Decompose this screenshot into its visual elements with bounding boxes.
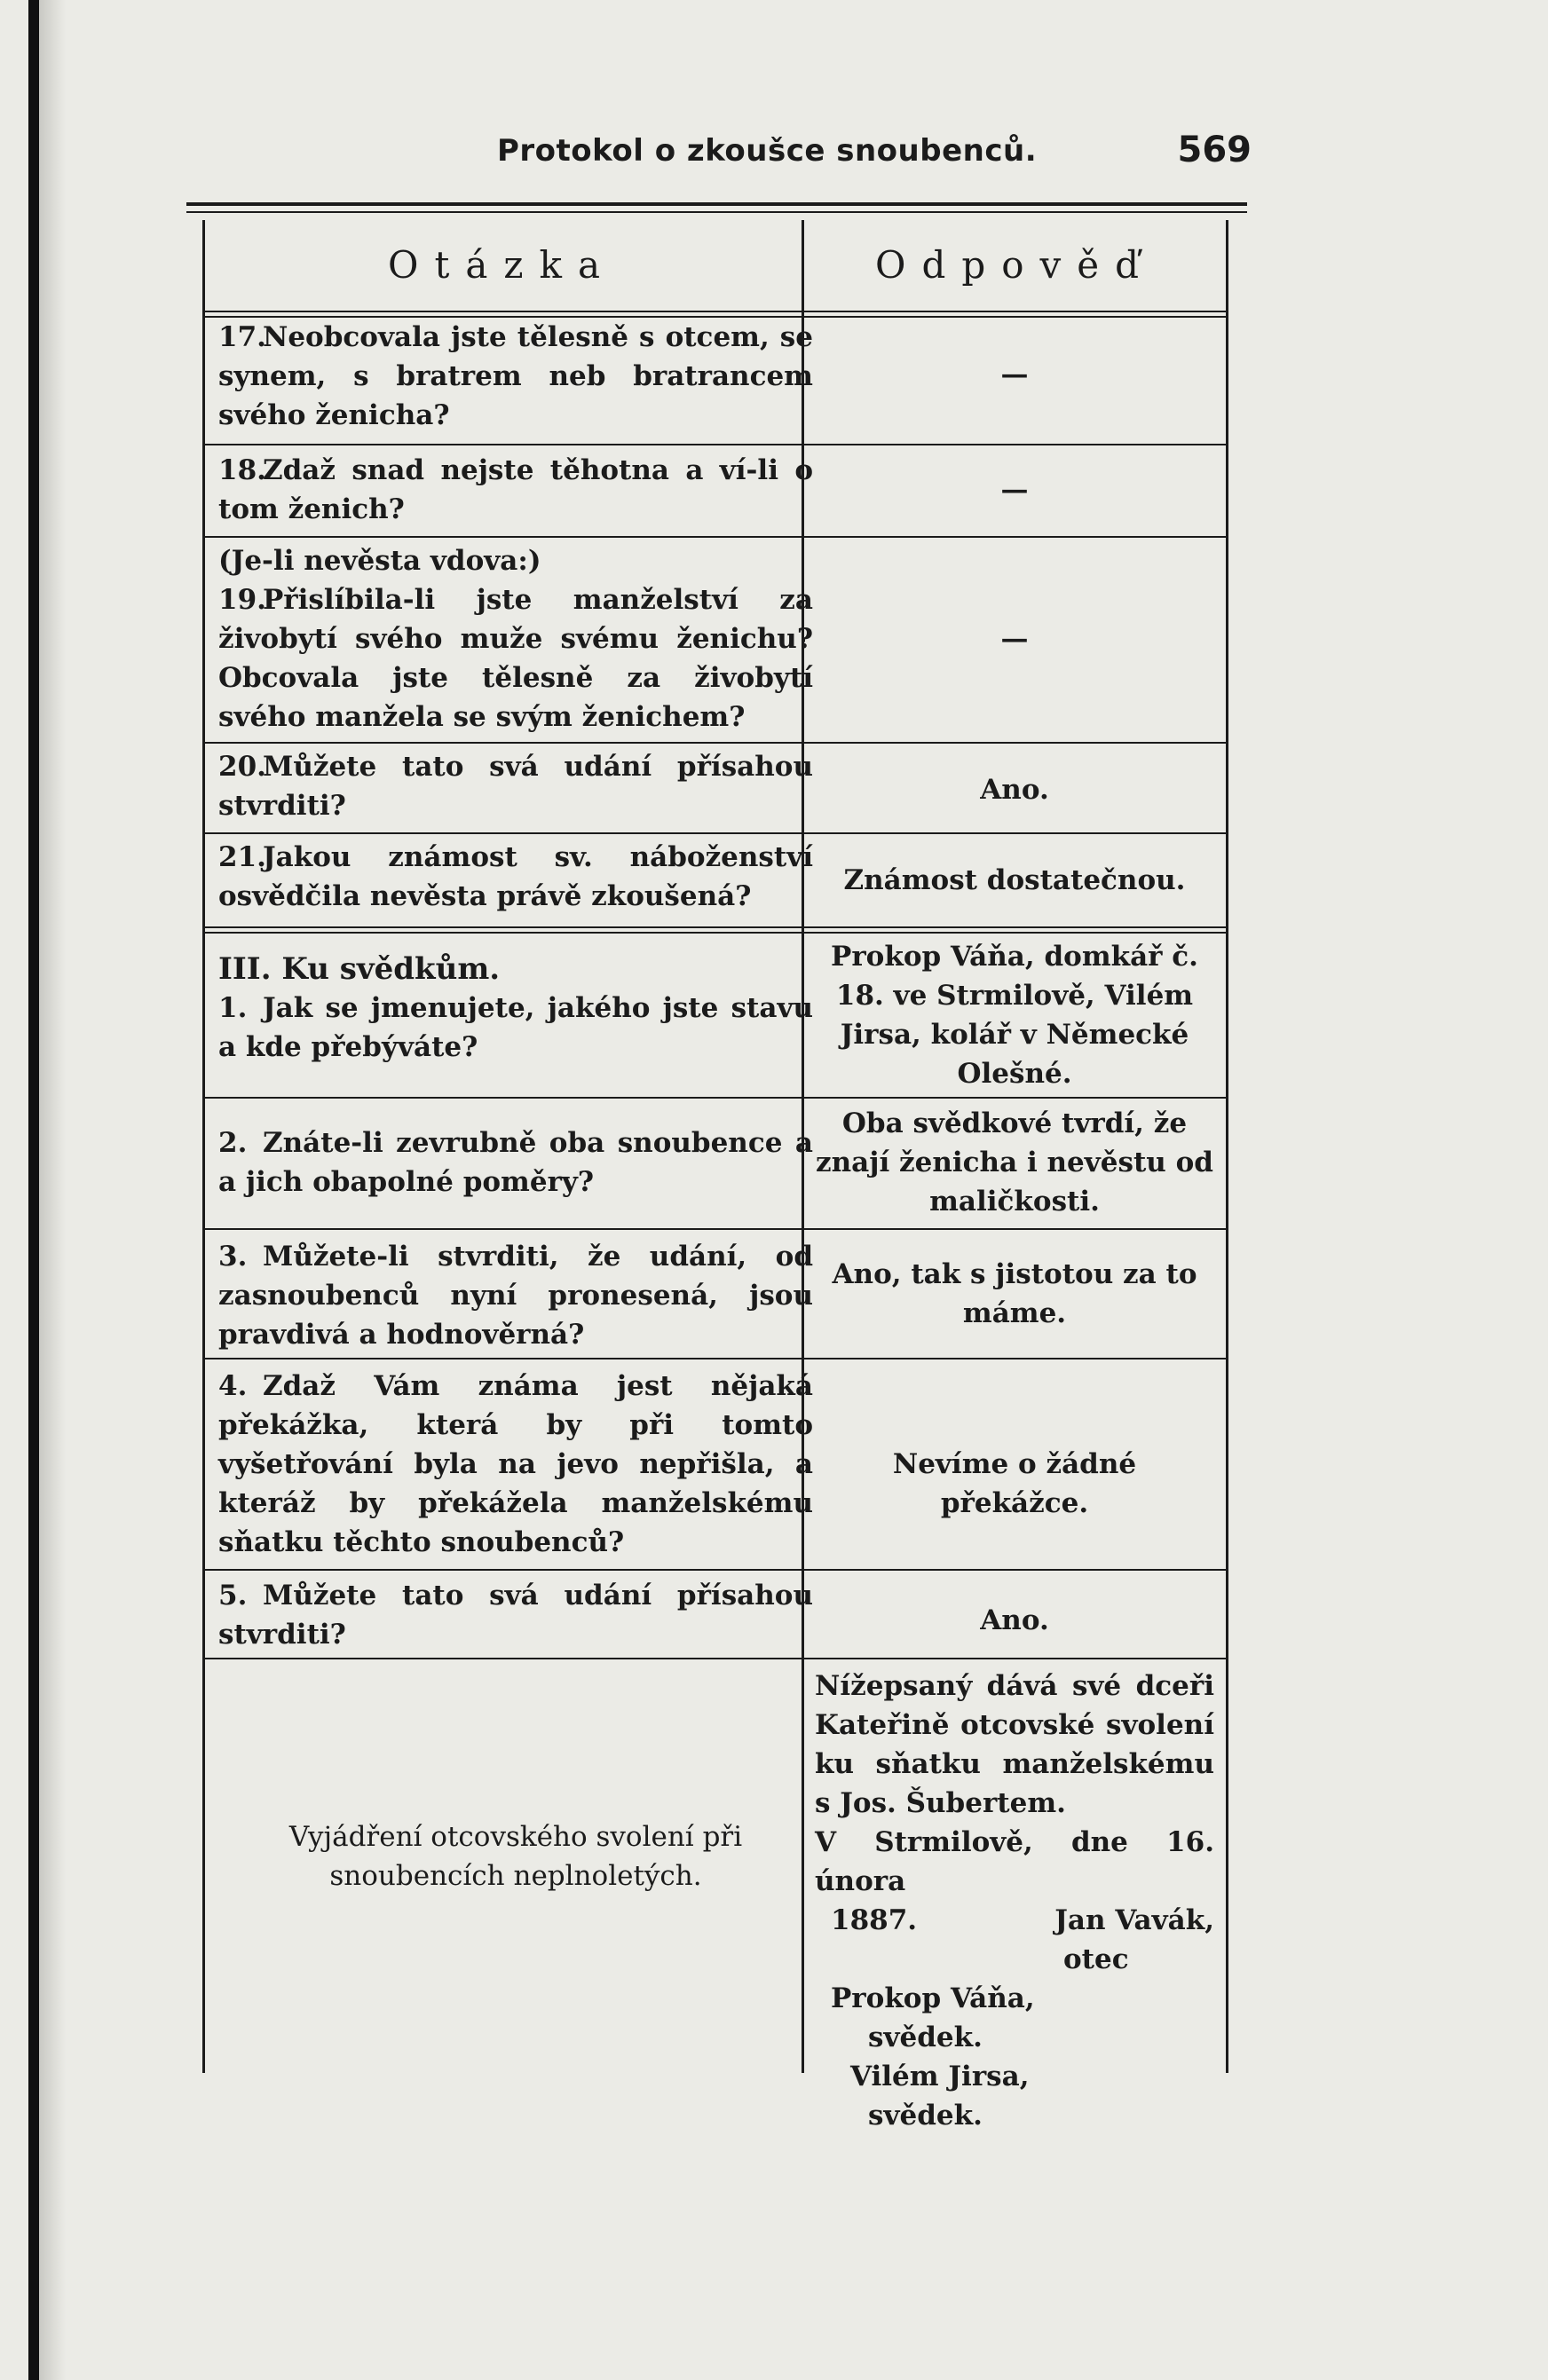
question-number: 1. [218, 992, 248, 1024]
witness1-role: svědek. [868, 2021, 983, 2053]
question-text: Přislíbila-li jste manželství za živobytí svého muže svému ženichu? Obcovala jste tělesně za živobytí svého manžela se svým ženichem? [218, 584, 813, 733]
table-left-border [202, 220, 205, 2073]
consent-year: 1887. [831, 1904, 918, 1936]
answer-19: — [1000, 623, 1029, 655]
question-number: 19. [218, 584, 266, 616]
row-divider [202, 1658, 1228, 1659]
witness2-name: Vilém Jirsa, [850, 2061, 1030, 2092]
row-divider [202, 1358, 1228, 1359]
question-text: Jak se jmenujete, jakého jste stavu a kde přebýváte? [218, 992, 813, 1063]
question-text: Zdaž snad nejste těhotna a ví-li o tom ženich? [218, 454, 813, 525]
question-number: 2. [218, 1127, 248, 1159]
answer-20: Ano. [980, 774, 1049, 806]
header-rule [202, 311, 1228, 312]
question-text: Můžete tato svá udání přísahou stvrditi? [218, 1580, 813, 1651]
question-20 [218, 747, 813, 825]
row-divider [202, 832, 1228, 834]
section-title: III. Ku svědkům. [218, 951, 501, 987]
question-18 [218, 451, 813, 529]
top-rule-thin [186, 211, 1247, 213]
witness-answer-4: Nevíme o žádné překážce. [892, 1448, 1137, 1519]
father-role: otec [1063, 1943, 1129, 1975]
widow-condition: (Je-li nevěsta vdova:) [218, 545, 541, 577]
row-divider [202, 536, 1228, 538]
witness2-role: svědek. [868, 2100, 983, 2132]
column-header-answer: Odpověď [875, 242, 1155, 287]
question-text: Můžete tato svá udání přísahou stvrditi? [218, 751, 813, 822]
question-number: 20. [218, 751, 266, 783]
witness-question-3 [218, 1237, 813, 1354]
father-signature: Jan Vavák, [1054, 1904, 1214, 1936]
question-text: Zdaž Vám známa jest nějaká překážka, která by při tomto vyšetřování byla na jevo nepřišla, a kteráž by překážela manželskému sňatku těchto snoubenců? [218, 1370, 813, 1558]
row-divider [202, 742, 1228, 744]
witness-answer-2: Oba svědkové tvrdí, že znají ženicha i nevěstu od maličkosti. [816, 1107, 1213, 1218]
consent-place-date: V Strmilově, dne 16. února [815, 1826, 1214, 1897]
answer-17: — [1000, 359, 1029, 390]
witness-question-5 [218, 1576, 813, 1654]
top-rule [186, 202, 1247, 206]
section-rule [202, 926, 1228, 928]
question-19 [218, 541, 813, 737]
question-text: Neobcovala jste tělesně s otcem, se synem, s bratrem neb bratrancem svého ženicha? [218, 321, 813, 431]
consent-question: Vyjádření otcovského svolení při snoubencích neplnoletých. [288, 1821, 743, 1892]
witness-answer-3: Ano, tak s jistotou za to máme. [832, 1258, 1197, 1329]
question-text: Můžete-li stvrditi, že udání, od zasnoubenců nyní pronesená, jsou pravdivá a hodnověrná? [218, 1241, 813, 1351]
row-divider [202, 1228, 1228, 1230]
scan-shadow [39, 0, 66, 2380]
question-number: 5. [218, 1580, 248, 1612]
question-21 [218, 838, 813, 916]
question-text: Znáte-li zevrubně oba snoubence a a jich obapolné poměry? [218, 1127, 813, 1198]
running-head [497, 130, 1252, 177]
question-17 [218, 318, 813, 435]
row-divider [202, 1097, 1228, 1099]
question-number: 4. [218, 1370, 248, 1402]
table-right-border [1226, 220, 1228, 2073]
witness-question-4 [218, 1367, 813, 1562]
witness-question-1 [218, 950, 813, 1067]
page-number: 569 [1177, 130, 1252, 170]
witness1-name: Prokop Váňa, [831, 1982, 1035, 2014]
scan-edge [28, 0, 39, 2380]
answer-18: — [1000, 474, 1029, 506]
consent-answer [815, 1667, 1214, 2135]
consent-text: Nížepsaný dává své dceři Kateřině otcovské svolení ku sňatku manželskému s Jos. Šubertem. [815, 1670, 1214, 1819]
question-number: 18. [218, 454, 266, 486]
page-title: Protokol o zkoušce snoubenců. [497, 133, 1038, 169]
question-number: 21. [218, 841, 266, 873]
row-divider [202, 444, 1228, 445]
column-header-question: Otázka [388, 242, 616, 287]
protocol-table [202, 220, 1228, 2132]
question-text: Jakou známost sv. náboženství osvědčila nevěsta právě zkoušená? [218, 841, 813, 912]
witness-question-2 [218, 1123, 813, 1202]
witness-answer-5: Ano. [980, 1604, 1049, 1636]
witness-answer-1: Prokop Váňa, domkář č. 18. ve Strmilově, Vilém Jirsa, kolář v Německé Olešné. [831, 941, 1198, 1090]
row-divider [202, 1569, 1228, 1571]
answer-21: Známost dostatečnou. [843, 864, 1186, 896]
signature-line [815, 1901, 1214, 1940]
question-number: 17. [218, 321, 266, 353]
section-rule-thin [202, 932, 1228, 934]
question-number: 3. [218, 1241, 248, 1273]
